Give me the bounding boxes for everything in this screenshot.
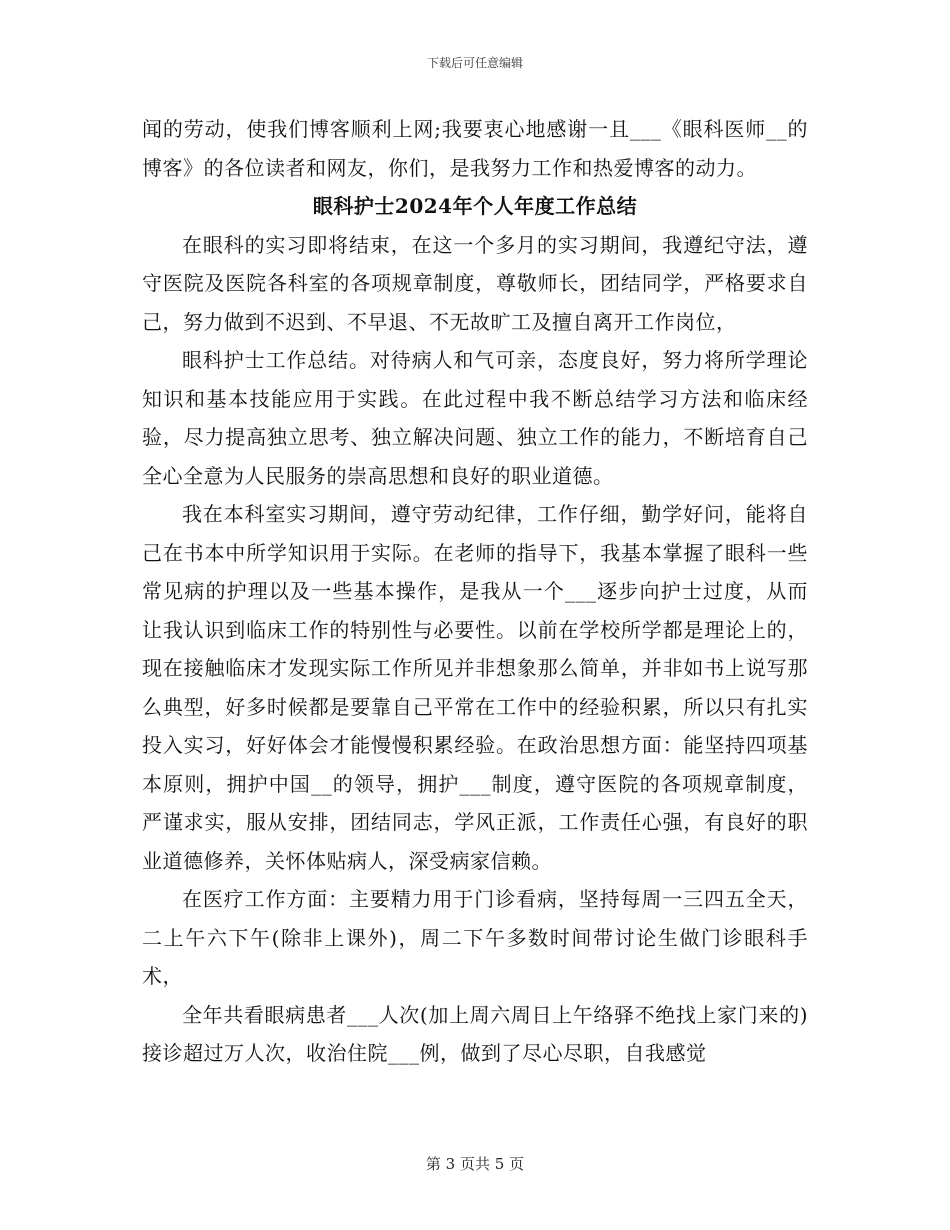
document-body	[142, 110, 808, 1073]
paragraph-1: 在眼科的实习即将结束，在这一个多月的实习期间，我遵纪守法，遵守医院及医院各科室的各项规章制度，尊敬师长，团结同学，严格要求自己，努力做到不迟到、不早退、不无故旷工及擅自离开工作岗位，	[142, 232, 808, 334]
paragraph-4: 在医疗工作方面：主要精力用于门诊看病，坚持每周一三四五全天，二上午六下午(除非上课外)，周二下午多数时间带讨论生做门诊眼科手术，	[142, 887, 808, 988]
page-footer-number: 第 3 页共 5 页	[425, 1155, 525, 1173]
paragraph-5: 全年共看眼病患者___人次(加上周六周日上午络驿不绝找上家门来的)接诊超过万人次，收治住院___例，做到了尽心尽职，自我感觉	[142, 1002, 808, 1065]
page-header-note: 下载后可任意编辑	[426, 56, 523, 70]
paragraph-2: 眼科护士工作总结。对待病人和气可亲，态度良好，努力将所学理论知识和基本技能应用于实践。在此过程中我不断总结学习方法和临床经验，尽力提高独立思考、独立解决问题、独立工作的能力，不断培育自己全心全意为人民服务的崇高思想和良好的职业道德。	[142, 348, 808, 488]
paragraph-3: 我在本科室实习期间，遵守劳动纪律，工作仔细，勤学好问，能将自己在书本中所学知识用于实际。在老师的指导下，我基本掌握了眼科一些常见病的护理以及一些基本操作，是我从一个___逐步向护士过度，从而让我认识到临床工作的特别性与必要性。以前在学校所学都是理论上的，现在接触临床才发现实际工作所见并非想象那么简单，并非如书上说写那么典型，好多时候都是要靠自己平常在工作中的经验积累，所以只有扎实投入实习，好好体会才能慢慢积累经验。在政治思想方面：能坚持四项基本原则，拥护中国__的领导，拥护___制度，遵守医院的各项规章制度，严谨求实，服从安排，团结同志，学风正派，工作责任心强，有良好的职业道德修养，关怀体贴病人，深受病家信赖。	[142, 502, 808, 873]
lead-paragraph: 闻的劳动，使我们博客顺利上网;我要衷心地感谢一且___《眼科医师__的博客》的各位读者和网友，你们，是我努力工作和热爱博客的动力。	[142, 117, 808, 180]
document-title: 眼科护士2024年个人年度工作总结	[312, 194, 638, 218]
